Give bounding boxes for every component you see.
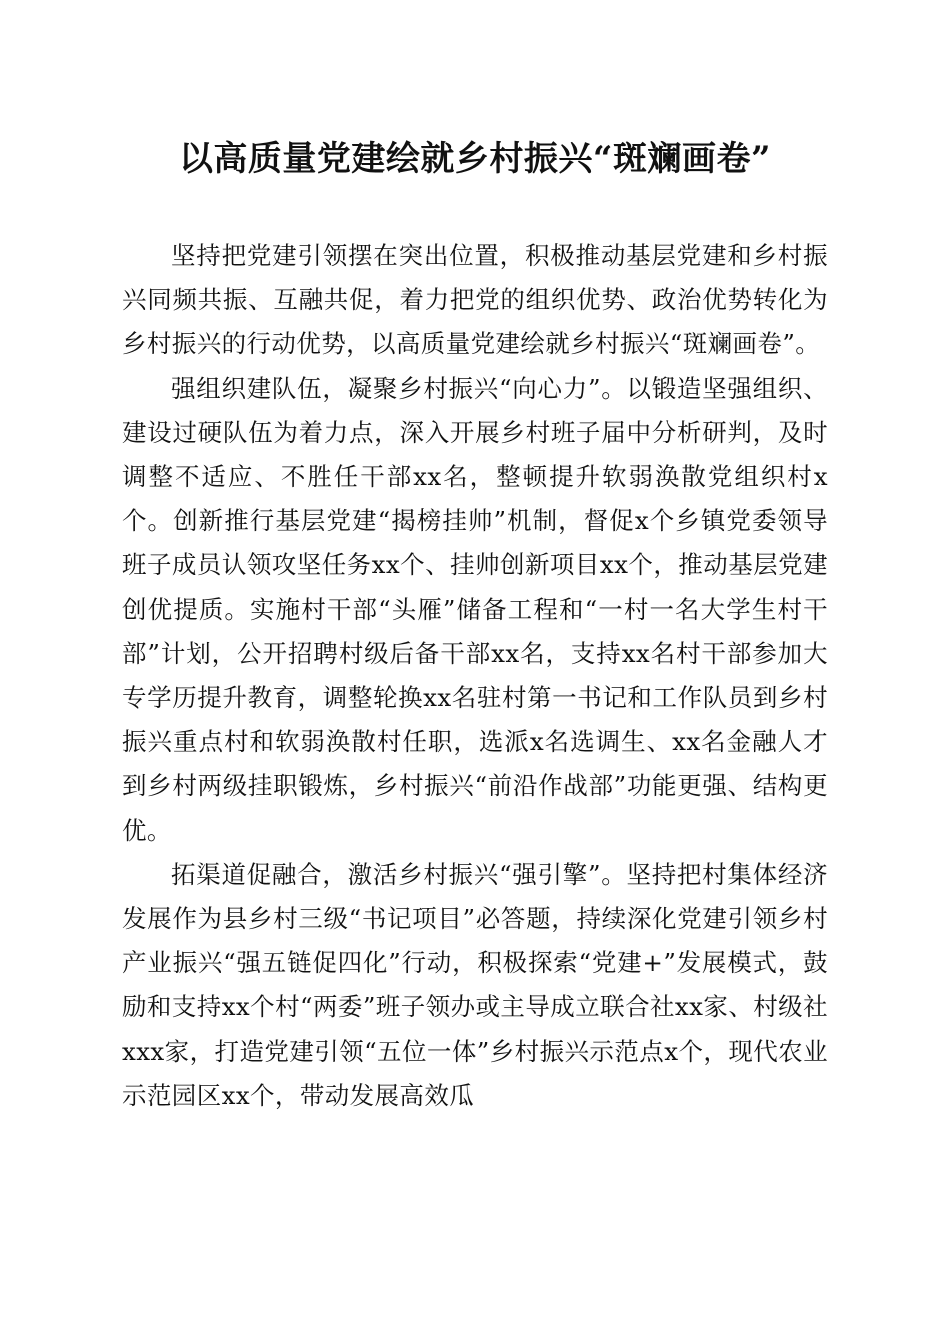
paragraph-integration: 拓渠道促融合，激活乡村振兴“强引擎”。坚持把村集体经济发展作为县乡村三级“书记项目”必答题，持续深化党建引领乡村产业振兴“强五链促四化”行动，积极探索“党建+”发展模式，鼓励和支持xx个村“两委”班子领办或主导成立联合社xx家、村级社xxx家，打造党建引领“五位一体”乡村振兴示范点x个，现代农业示范园区xx个，带动发展高效瓜 (122, 859, 828, 1110)
document-title: 以高质量党建绘就乡村振兴“斑斓画卷” (178, 139, 772, 179)
paragraph-intro: 坚持把党建引领摆在突出位置，积极推动基层党建和乡村振兴同频共振、互融共促，着力把党的组织优势、政治优势转化为乡村振兴的行动优势，以高质量党建绘就乡村振兴“斑斓画卷”。 (122, 241, 828, 359)
document-body (122, 234, 828, 1118)
paragraph-organization: 强组织建队伍，凝聚乡村振兴“向心力”。以锻造坚强组织、建设过硬队伍为着力点，深入开展乡村班子届中分析研判，及时调整不适应、不胜任干部xx名，整顿提升软弱涣散党组织村x个。创新推行基层党建“揭榜挂帅”机制，督促x个乡镇党委领导班子成员认领攻坚任务xx个、挂帅创新项目xx个，推动基层党建创优提质。实施村干部“头雁”储备工程和“一村一名大学生村干部”计划，公开招聘村级后备干部xx名，支持xx名村干部参加大专学历提升教育，调整轮换xx名驻村第一书记和工作队员到乡村振兴重点村和软弱涣散村任职，选派x名选调生、xx名金融人才到乡村两级挂职锻炼，乡村振兴“前沿作战部”功能更强、结构更优。 (122, 373, 828, 845)
